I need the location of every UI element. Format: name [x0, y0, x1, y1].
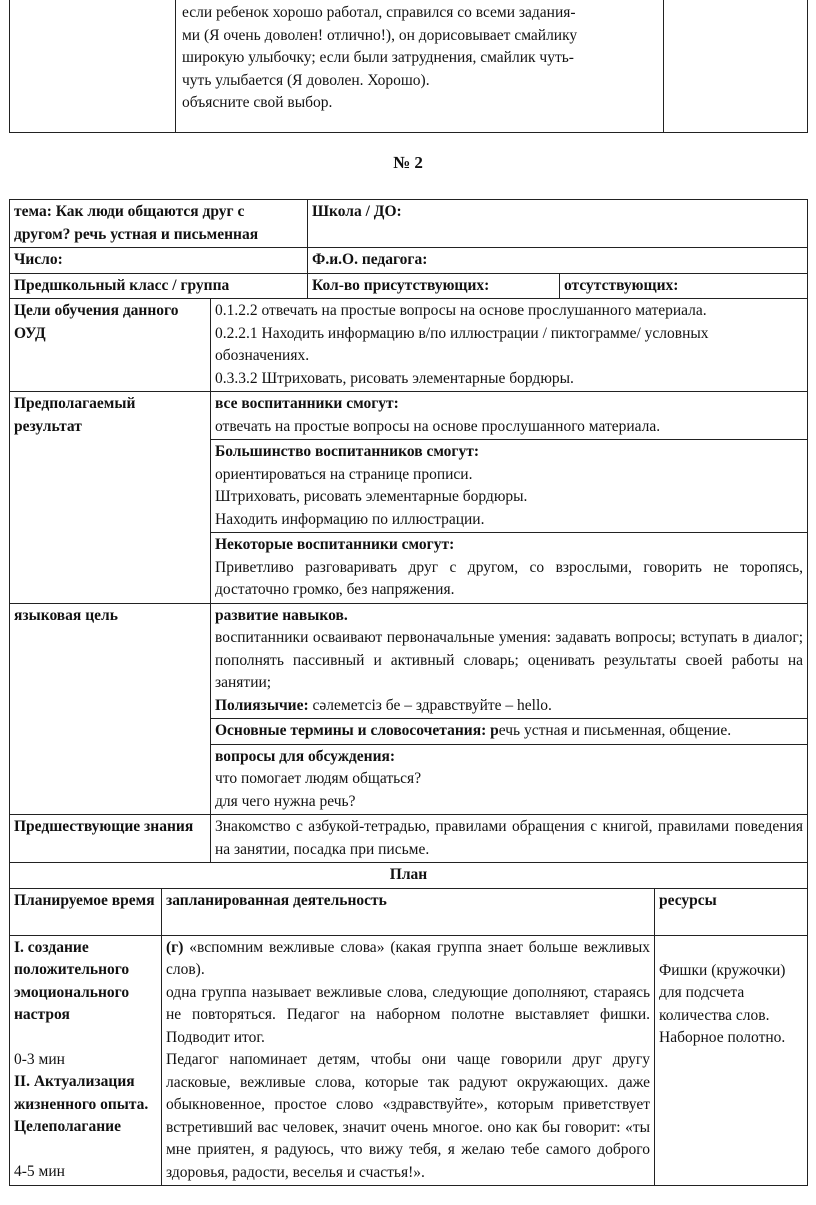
result-some-title: Некоторые воспитанники смогут:	[215, 536, 455, 553]
question-item: для чего нужна речь?	[215, 792, 356, 810]
result-most-title: Большинство воспитанников смогут:	[215, 443, 479, 460]
col-header-resources: ресурсы	[655, 888, 808, 935]
result-most-line: ориентироваться на странице прописи.	[215, 465, 473, 483]
skills-development	[211, 603, 808, 719]
plan-title: План	[10, 863, 808, 889]
key-terms-text: ечь устная и письменная, общение.	[498, 722, 732, 739]
prior-knowledge-label: Предшествующие знания	[10, 815, 211, 863]
present-count-field: Кол-во присутствующих:	[308, 273, 560, 299]
result-all	[211, 392, 808, 440]
col-header-time: Планируемое время	[10, 888, 162, 935]
stage-1-title: I. создание положительного эмоционального настроя	[14, 938, 130, 1023]
instruction-line: объясните свой выбор.	[182, 94, 333, 111]
activity-paragraph-3: Педагог напоминает детям, чтобы они чаще говорили друг другу ласковые, вежливые слова, которые так радуют окружающих. даже обыкновенное, простое слово «здравствуйте», которым приветствует встретивший вас человек, значит очень многое. оно как бы говорит: «ты мне приятен, я радуюсь, что вижу тебя, я желаю тебе самого доброго здоровья, радости, веселья и счастья!».	[166, 1051, 651, 1181]
resources-cell	[655, 935, 808, 1186]
absent-count-field: отсутствующих:	[560, 273, 808, 299]
result-most-line: Штриховать, рисовать элементарные бордюры.	[215, 488, 528, 505]
lesson-number-heading: № 2	[393, 153, 423, 172]
skills-text: воспитанники осваивают первоначальные умения: задавать вопросы; вступать в диалог; пополнять пассивный и активный словарь; оценивать результаты своей работы на занятии;	[215, 629, 804, 691]
result-most	[211, 440, 808, 533]
result-all-title: все воспитанники смогут:	[215, 395, 399, 412]
col-header-activity: запланированная деятельность	[162, 888, 655, 935]
key-terms	[211, 719, 808, 745]
polylingual-label: Полиязычие:	[215, 696, 309, 714]
school-field: Школа / ДО:	[308, 200, 808, 248]
instruction-line: чуть улыбается (Я доволен. Хорошо).	[182, 71, 430, 89]
result-most-line: Находить информацию по иллюстрации.	[215, 510, 485, 528]
previous-page-table	[9, 0, 808, 133]
polylingual-text: сәлеметсіз бе – здравствуйте – hello.	[308, 696, 552, 714]
question-item: что помогает людям общаться?	[215, 770, 422, 787]
learning-goals-label: Цели обучения данного ОУД	[10, 299, 211, 392]
activity-paragraph-2: одна группа называет вежливые слова, следующие дополняют, стараясь не повторяться. Педагог на наборном полотне выставляет фишки. Подводит итог.	[166, 983, 651, 1046]
prior-knowledge-text: Знакомство с азбукой-тетрадью, правилами обращения с книгой, правилами поведения на занятии, посадка при письме.	[211, 815, 808, 863]
learning-goals	[211, 299, 808, 392]
activity-group-label: (г)	[166, 938, 184, 956]
goal-item: 0.3.3.2 Штриховать, рисовать элементарные бордюры.	[215, 369, 574, 387]
empty-cell-left	[10, 0, 176, 133]
lesson-theme: тема: Как люди общаются друг с другом? речь устная и письменная	[10, 200, 308, 248]
activity-cell	[162, 935, 655, 1186]
questions-title: вопросы для обсуждения:	[215, 747, 396, 765]
goal-item: 0.1.2.2 отвечать на простые вопросы на основе прослушанного материала.	[215, 302, 707, 319]
lesson-plan-table	[9, 199, 808, 1186]
stage-cell	[10, 935, 162, 1186]
date-field: Число:	[10, 248, 308, 274]
activity-paragraph-1: «вспомним вежливые слова» (какая группа знает больше вежливых слов).	[166, 938, 651, 978]
resources-text: Фишки (кружочки) для подсчета количества слов. Наборное полотно.	[659, 961, 786, 1046]
result-some	[211, 533, 808, 604]
result-some-text: Приветливо разговаривать друг с другом, со взрослыми, говорить не торопясь, достаточно громко, без напряжения.	[215, 558, 804, 598]
stage-2-time: 4-5 мин	[14, 1162, 65, 1180]
instruction-line: если ребенок хорошо работал, справился со всеми задания-	[182, 4, 576, 21]
group-field: Предшкольный класс / группа	[10, 273, 308, 299]
skills-title: развитие навыков.	[215, 606, 348, 624]
smiley-instructions	[176, 0, 664, 133]
language-goal-label: языковая цель	[10, 603, 211, 815]
teacher-field: Ф.и.О. педагога:	[308, 248, 808, 274]
instruction-line: широкую улыбочку; если были затруднения, смайлик чуть-	[182, 49, 574, 66]
instruction-line: ми (Я очень доволен! отлично!), он дорисовывает смайлику	[182, 26, 578, 44]
empty-cell-right	[664, 0, 808, 133]
stage-2-title: II. Актуализация жизненного опыта. Целеполагание	[14, 1073, 149, 1135]
key-terms-label: Основные термины и словосочетания: р	[215, 722, 499, 739]
stage-1-time: 0-3 мин	[14, 1050, 65, 1068]
expected-result-label: Предполагаемый результат	[10, 392, 211, 604]
result-all-text: отвечать на простые вопросы на основе прослушанного материала.	[215, 417, 661, 435]
goal-item: 0.2.2.1 Находить информацию в/по иллюстрации / пиктограмме/ условных обозначениях.	[215, 324, 709, 364]
discussion-questions	[211, 744, 808, 815]
